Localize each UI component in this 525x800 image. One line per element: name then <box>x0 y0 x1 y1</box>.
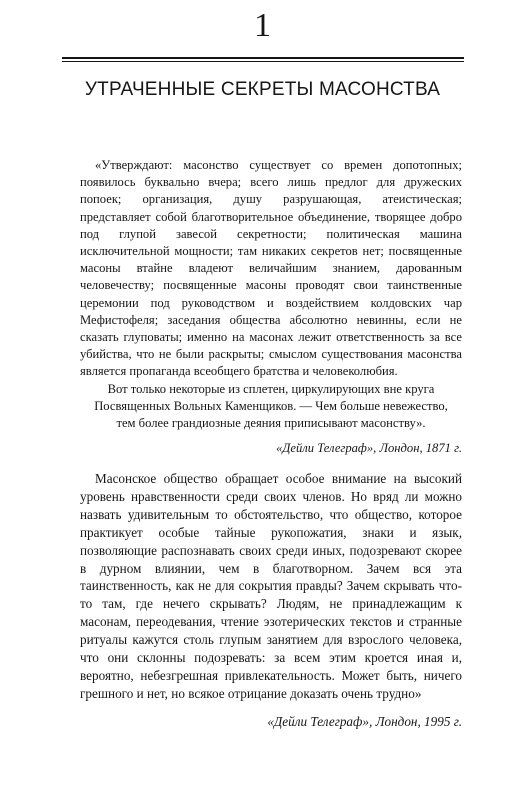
epigraph-1871-paragraph: «Утверждают: масонство существует со времен допотопных; появилось буквально вчера; всего лишь предлог для дружеских попоек; организация, душу разрушающая, атеистическая; представляет собой благотворительное объединение, творящее добро под глупой завесой секретности; политическая машина исключительной мощности; там никаких секретов нет; посвященные масоны втайне владеют величайшим знанием, дарованным человечеству; посвященные масоны проводят свои таинственные церемонии под руководством и воздействием колдовских чар Мефистофеля; заседания общества абсолютно невинны, если не сказать глуповаты; именно на масонах лежит ответственность за все убийства, что не были раскрыты; смыслом существования масонства является пропаганда всеобщего братства и человеколюбия. <box>80 158 462 379</box>
epigraph-1871-source: «Дейли Телеграф», Лондон, 1871 г. <box>276 441 462 456</box>
chapter-title: УТРАЧЕННЫЕ СЕКРЕТЫ МАСОНСТВА <box>84 79 441 100</box>
epigraph-1995 <box>80 470 462 731</box>
epigraph-1995-paragraph: Масонское общество обращает особое внимание на высокий уровень нравственности среди своих членов. Но вряд ли можно назвать удивительным то обстоятельство, что общество, которое практикует особые тайные рукопожатия, знаки и язык, позволяющие распознавать своих среди иных, подозревают скорее в дурном влиянии, чем в благотворном. Зачем вся эта таинственность, как не для сокрытия правды? Зачем скрывать что-то там, где нечего скрывать? Людям, не принадлежащим к масонам, переодевания, чтение эзотерических текстов и странные ритуалы кажутся столь глупым занятием для взрослого человека, что они склонны подозревать: за всем этим кроется иная и, вероятно, небезгрешная привлекательность. Может быть, ничего грешного и нет, но всякое отрицание доказать очень трудно» <box>80 471 462 701</box>
epigraph-1995-source: «Дейли Телеграф», Лондон, 1995 г. <box>267 713 462 729</box>
epigraph-1871-closing: Вот только некоторые из сплетен, циркулирующих вне круга Посвященных Вольных Каменщиков. — Чем больше невежество, тем более грандиозные деяния приписывают масонству». <box>94 381 448 431</box>
epigraph-1871 <box>80 157 462 457</box>
chapter-divider-rule <box>62 57 464 62</box>
chapter-number: 1 <box>254 7 271 44</box>
